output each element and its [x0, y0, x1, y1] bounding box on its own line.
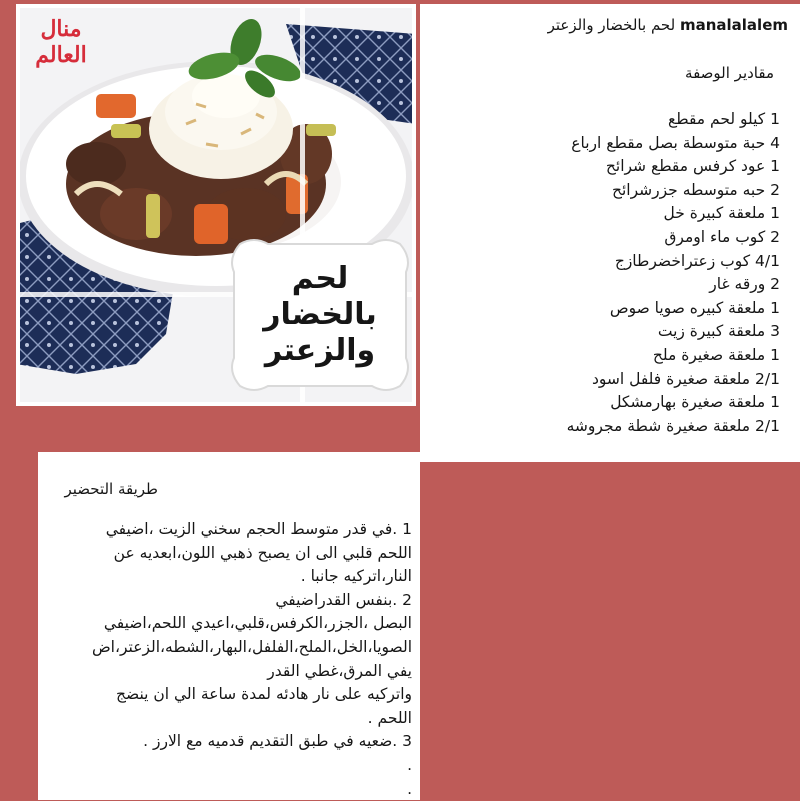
ingredient-item: 2 ورقه غار [709, 275, 780, 294]
method-line: واتركيه على نار هادئه لمدة ساعة الي ان ينضج [116, 685, 412, 704]
title-plaque [224, 236, 416, 394]
dish-title-line-3: والزعتر [264, 333, 376, 368]
method-line: . [407, 755, 412, 774]
method-line: النار،اتركيه جانبا . [300, 567, 412, 586]
ingredient-item: 1 ملعقة صغيرة ملح [652, 345, 780, 364]
ingredient-item: 4 حبة متوسطة بصل مقطع ارباع [571, 133, 780, 152]
method-heading: طريقة التحضير [64, 480, 158, 498]
method-line: . [407, 779, 412, 798]
post-header [548, 16, 788, 34]
dish-title-line-2: بالخضار [263, 297, 377, 332]
method-line: الصويا،الخل،الملح،الفلفل،البهار،الشطه،الزعتر،اض [91, 637, 412, 656]
ingredient-item: 1 كيلو لحم مقطع [667, 110, 780, 128]
method-line: 3 .ضعيه في طبق التقديم قدميه مع الارز . [143, 732, 412, 751]
ingredient-item: 1 ملعقة كبيره صويا صوص [609, 298, 780, 317]
method-line: البصل ،الجزر،الكرفس،قلبي،اعيدي اللحم،اضيفي [103, 614, 412, 633]
ingredient-item: 3 ملعقة كبيرة زيت [657, 322, 780, 341]
ingredient-item: 2 كوب ماء اومرق [664, 227, 780, 246]
ingredient-item: 1 ملعقة صغيرة بهارمشكل [610, 393, 780, 412]
ingredients-heading: مقادير الوصفة [685, 64, 774, 82]
ingredient-item: 2 حبه متوسطه جزرشرائح [611, 180, 780, 199]
ingredient-item: 4/1 كوب زعتراخضرطازج [614, 251, 780, 270]
brand-logo: منال العالم [35, 16, 87, 68]
method-steps [44, 518, 412, 801]
method-line: اللحم . [367, 708, 412, 727]
method-line: اللحم قلبي الى ان يصبح ذهبي اللون،ابعديه عن [113, 543, 412, 562]
ingredients-card [420, 4, 800, 462]
ingredient-item: 1 ملعقة كبيرة خل [663, 204, 780, 223]
method-line: 1 .في قدر متوسط الحجم سخني الزيت ،اضيفي [105, 520, 412, 538]
method-line: 2 .بنفس القدراضيفي [275, 590, 412, 609]
recipe-photo [16, 4, 416, 406]
ingredient-item: 2/1 ملعقة صغيرة فلفل اسود [591, 369, 780, 388]
method-card [38, 452, 420, 800]
ingredients-list [567, 108, 780, 438]
method-line: يفي المرق،غطي القدر [267, 661, 412, 680]
ingredient-item: 1 عود كرفس مقطع شرائح [605, 157, 780, 176]
ingredient-item: 2/1 ملعقة صغيرة شطة مجروشه [566, 416, 780, 435]
dish-title-line-1: لحم [291, 261, 349, 296]
username[interactable]: manalalalem [679, 16, 788, 34]
post-caption: لحم بالخضار والزعتر [547, 16, 676, 34]
